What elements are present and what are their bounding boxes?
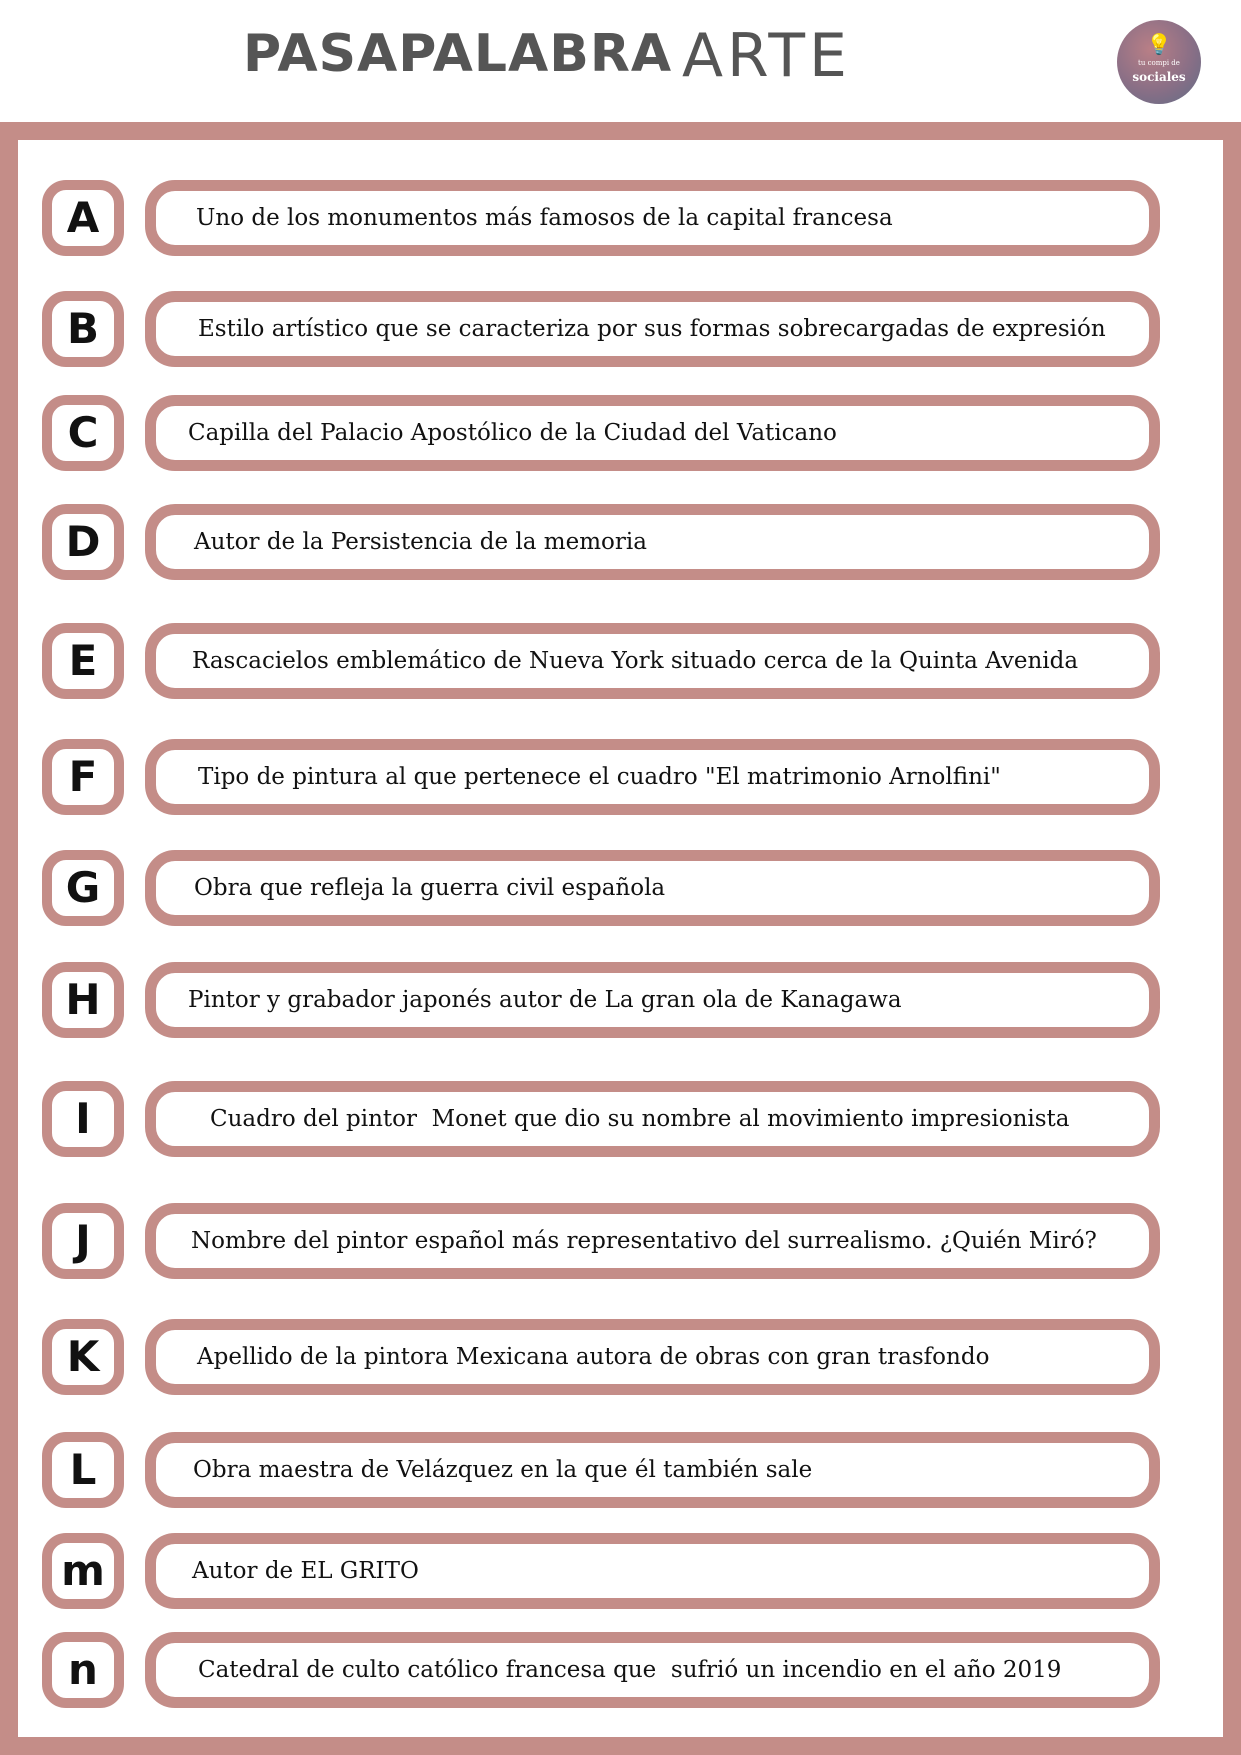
letter: D	[65, 517, 101, 566]
quiz-row	[0, 623, 1241, 699]
letter-badge	[42, 1632, 124, 1708]
clue-text: Pintor y grabador japonés autor de La gran ola de Kanagawa	[188, 986, 902, 1013]
lightbulb-icon: 💡	[1146, 32, 1172, 56]
letter-badge	[42, 180, 124, 256]
quiz-row	[0, 1081, 1241, 1157]
letter: E	[68, 636, 98, 685]
page-subtitle: ARTE	[682, 21, 851, 91]
clue-box	[145, 504, 1160, 580]
clue-box	[145, 1203, 1160, 1279]
letter-badge	[42, 291, 124, 367]
clue-box	[145, 395, 1160, 471]
letter: C	[67, 408, 99, 457]
clue-text: Autor de la Persistencia de la memoria	[194, 528, 647, 555]
quiz-row	[0, 291, 1241, 367]
clue-box	[145, 1319, 1160, 1395]
clue-box	[145, 1533, 1160, 1609]
page-header	[0, 0, 1241, 120]
letter-badge	[42, 850, 124, 926]
letter-badge	[42, 1081, 124, 1157]
letter-badge	[42, 504, 124, 580]
letter-badge	[42, 739, 124, 815]
clue-box	[145, 850, 1160, 926]
clue-box	[145, 180, 1160, 256]
quiz-row	[0, 395, 1241, 471]
quiz-row	[0, 180, 1241, 256]
quiz-row	[0, 962, 1241, 1038]
quiz-row	[0, 1203, 1241, 1279]
letter: F	[68, 752, 98, 801]
clue-box	[145, 1432, 1160, 1508]
letter: L	[69, 1445, 97, 1494]
clue-text: Obra que refleja la guerra civil española	[194, 874, 666, 901]
letter: H	[65, 975, 101, 1024]
letter-badge	[42, 395, 124, 471]
clue-box	[145, 739, 1160, 815]
letter: n	[68, 1645, 98, 1694]
clue-text: Cuadro del pintor Monet que dio su nombre al movimiento impresionista	[210, 1105, 1070, 1132]
quiz-row	[0, 1632, 1241, 1708]
letter: G	[65, 863, 101, 912]
letter: A	[66, 193, 100, 242]
logo-text-top: tu compi de	[1138, 59, 1180, 67]
letter: m	[61, 1546, 105, 1595]
clue-text: Catedral de culto católico francesa que sufrió un incendio en el año 2019	[198, 1656, 1062, 1683]
letter: I	[75, 1094, 91, 1143]
clue-text: Tipo de pintura al que pertenece el cuadro "El matrimonio Arnolfini"	[198, 763, 1001, 790]
clue-text: Rascacielos emblemático de Nueva York situado cerca de la Quinta Avenida	[192, 647, 1079, 674]
letter: B	[66, 304, 99, 353]
clue-text: Uno de los monumentos más famosos de la capital francesa	[196, 204, 893, 231]
letter: J	[75, 1216, 91, 1265]
quiz-row	[0, 1319, 1241, 1395]
letter: K	[66, 1332, 100, 1381]
quiz-row	[0, 1432, 1241, 1508]
brand-logo	[1117, 20, 1201, 104]
letter-badge	[42, 1432, 124, 1508]
clue-text: Nombre del pintor español más representativo del surrealismo. ¿Quién Miró?	[191, 1227, 1097, 1254]
quiz-row	[0, 850, 1241, 926]
clue-text: Obra maestra de Velázquez en la que él también sale	[193, 1456, 813, 1483]
page-title: PASAPALABRA	[243, 24, 673, 84]
clue-text: Capilla del Palacio Apostólico de la Ciudad del Vaticano	[188, 419, 837, 446]
quiz-row	[0, 504, 1241, 580]
clue-box	[145, 291, 1160, 367]
clue-text: Apellido de la pintora Mexicana autora de obras con gran trasfondo	[197, 1343, 990, 1370]
quiz-row	[0, 1533, 1241, 1609]
clue-box	[145, 623, 1160, 699]
letter-badge	[42, 623, 124, 699]
letter-badge	[42, 1203, 124, 1279]
letter-badge	[42, 1533, 124, 1609]
clue-text: Estilo artístico que se caracteriza por sus formas sobrecargadas de expresión	[198, 315, 1106, 342]
letter-badge	[42, 1319, 124, 1395]
clue-box	[145, 1081, 1160, 1157]
quiz-row	[0, 739, 1241, 815]
letter-badge	[42, 962, 124, 1038]
clue-box	[145, 962, 1160, 1038]
logo-text-bottom: sociales	[1132, 70, 1186, 84]
clue-box	[145, 1632, 1160, 1708]
clue-text: Autor de EL GRITO	[192, 1557, 419, 1584]
